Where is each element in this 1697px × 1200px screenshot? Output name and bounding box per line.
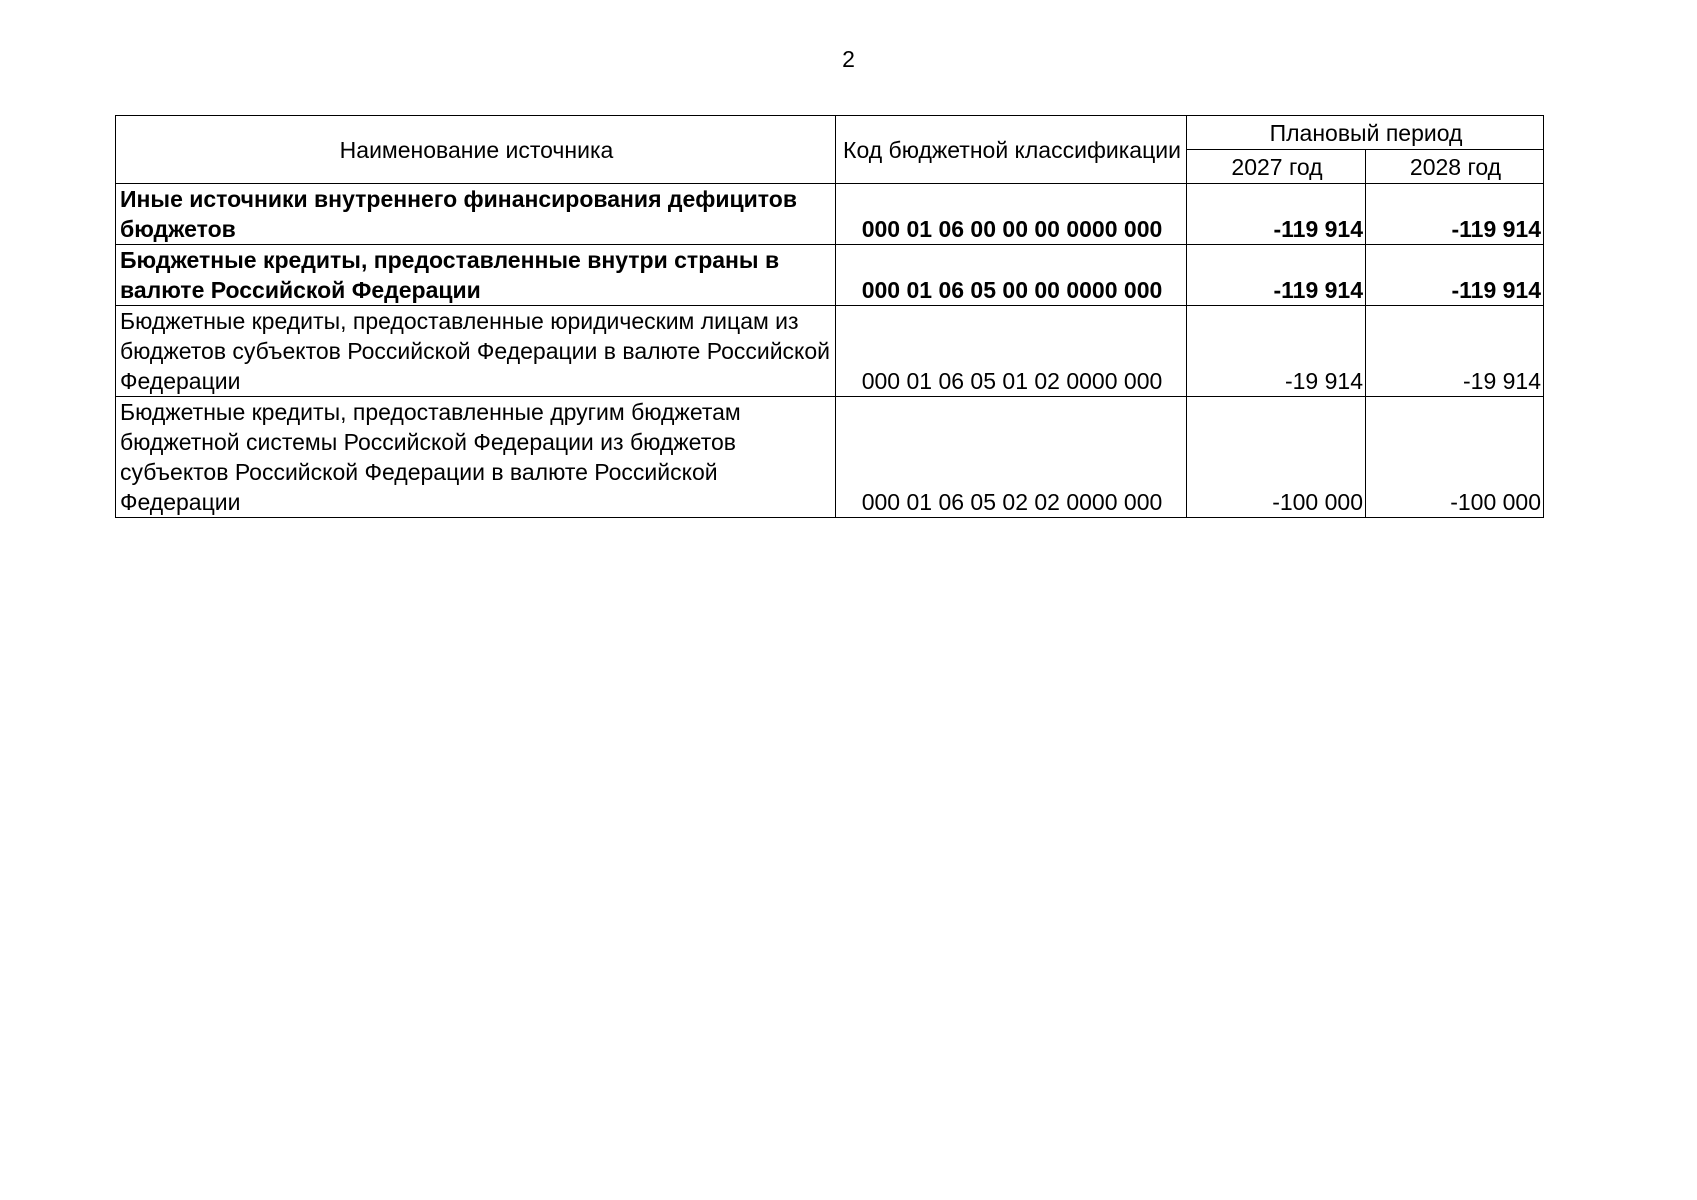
row-source-name: Бюджетные кредиты, предоставленные другим бюджетам бюджетной системы Российской Федерации из бюджетов субъектов Российской Федерации в валюте Российской Федерации bbox=[116, 397, 836, 518]
row-budget-code: 000 01 06 05 02 02 0000 000 bbox=[836, 397, 1187, 518]
row-budget-code: 000 01 06 00 00 00 0000 000 bbox=[836, 184, 1187, 245]
header-planned-period: Плановый период bbox=[1187, 116, 1544, 150]
page-number: 2 bbox=[842, 46, 855, 72]
row-value-2028: -19 914 bbox=[1366, 306, 1544, 397]
row-value-2028: -119 914 bbox=[1366, 184, 1544, 245]
table-row bbox=[116, 306, 1544, 397]
row-source-name: Иные источники внутреннего финансирования дефицитов бюджетов bbox=[116, 184, 836, 245]
header-source-name: Наименование источника bbox=[116, 116, 836, 184]
header-budget-code: Код бюджетной классификации bbox=[836, 116, 1187, 184]
row-value-2028: -119 914 bbox=[1366, 245, 1544, 306]
row-value-2028: -100 000 bbox=[1366, 397, 1544, 518]
row-source-name: Бюджетные кредиты, предоставленные юридическим лицам из бюджетов субъектов Российской Федерации в валюте Российской Федерации bbox=[116, 306, 836, 397]
header-year-2028: 2028 год bbox=[1366, 150, 1544, 184]
table-row bbox=[116, 184, 1544, 245]
row-value-2027: -19 914 bbox=[1187, 306, 1366, 397]
row-value-2027: -119 914 bbox=[1187, 184, 1366, 245]
row-source-name: Бюджетные кредиты, предоставленные внутри страны в валюте Российской Федерации bbox=[116, 245, 836, 306]
row-budget-code: 000 01 06 05 01 02 0000 000 bbox=[836, 306, 1187, 397]
row-value-2027: -119 914 bbox=[1187, 245, 1366, 306]
table-row bbox=[116, 245, 1544, 306]
row-budget-code: 000 01 06 05 00 00 0000 000 bbox=[836, 245, 1187, 306]
row-value-2027: -100 000 bbox=[1187, 397, 1366, 518]
financing-sources-table bbox=[115, 115, 1544, 518]
header-year-2027: 2027 год bbox=[1187, 150, 1366, 184]
table-row bbox=[116, 397, 1544, 518]
